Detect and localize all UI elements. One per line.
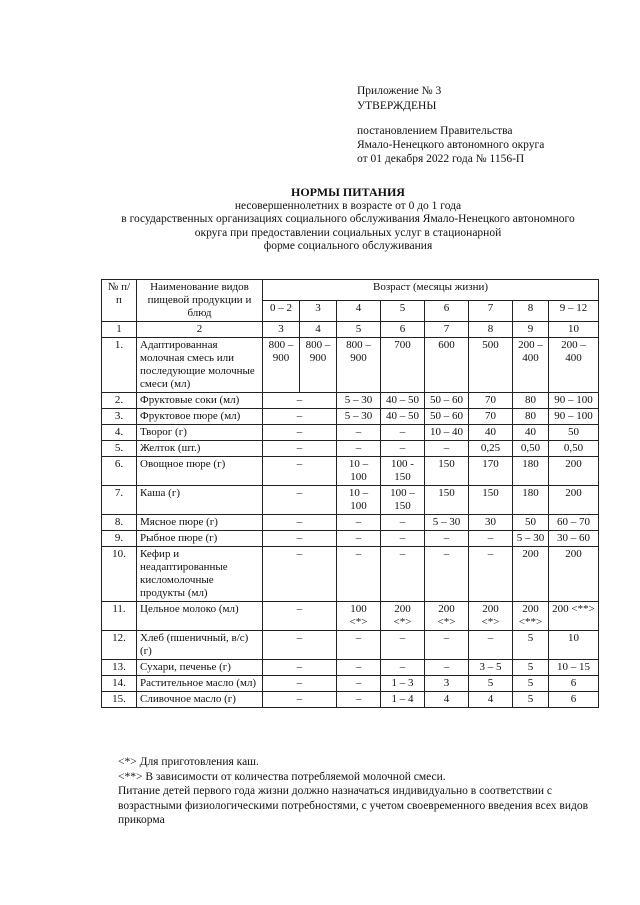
norm-value: 3 – 5 bbox=[469, 660, 513, 676]
norm-value: – bbox=[337, 676, 381, 692]
norm-value: – bbox=[263, 531, 337, 547]
norm-value: 80 bbox=[513, 409, 549, 425]
title-line: в государственных организациях социального обслуживания Ямало-Ненецкого автономного bbox=[121, 213, 575, 225]
norm-value: 1 – 4 bbox=[381, 692, 425, 708]
norm-value: 50 – 60 bbox=[425, 393, 469, 409]
norm-value: 200 <*> bbox=[425, 602, 469, 631]
age-range-cell: 0 – 2 bbox=[263, 301, 300, 322]
norm-value: – bbox=[425, 531, 469, 547]
norm-value: 180 bbox=[513, 486, 549, 515]
norm-value: – bbox=[263, 547, 337, 602]
column-index-row bbox=[102, 322, 599, 338]
norm-value: 90 – 100 bbox=[549, 409, 599, 425]
column-index-cell: 1 bbox=[102, 322, 137, 338]
norm-value: 6 bbox=[549, 692, 599, 708]
age-range-cell: 6 bbox=[425, 301, 469, 322]
table-row bbox=[102, 660, 599, 676]
row-number: 8. bbox=[102, 515, 137, 531]
norm-value: 40 – 50 bbox=[381, 409, 425, 425]
norm-value: – bbox=[425, 441, 469, 457]
row-number: 15. bbox=[102, 692, 137, 708]
norm-value: 200 <**> bbox=[549, 602, 599, 631]
column-index-cell: 9 bbox=[513, 322, 549, 338]
norm-value: 150 bbox=[425, 457, 469, 486]
product-name: Фруктовое пюре (мл) bbox=[137, 409, 263, 425]
appendix-header bbox=[357, 84, 441, 114]
norm-value: – bbox=[263, 425, 337, 441]
row-number: 6. bbox=[102, 457, 137, 486]
table-row bbox=[102, 486, 599, 515]
footnotes bbox=[100, 755, 598, 828]
table-row bbox=[102, 676, 599, 692]
product-name: Фруктовые соки (мл) bbox=[137, 393, 263, 409]
norm-value: 800 – 900 bbox=[263, 338, 300, 393]
norm-value: 5 bbox=[513, 676, 549, 692]
product-name: Сухари, печенье (г) bbox=[137, 660, 263, 676]
norm-value: 200 <**> bbox=[513, 602, 549, 631]
norm-value: – bbox=[381, 547, 425, 602]
document-title bbox=[98, 186, 598, 254]
norm-value: – bbox=[263, 631, 337, 660]
norm-value: 6 bbox=[549, 676, 599, 692]
norm-value: 200 bbox=[513, 547, 549, 602]
norm-value: 40 bbox=[513, 425, 549, 441]
norm-value: – bbox=[263, 441, 337, 457]
row-number: 7. bbox=[102, 486, 137, 515]
row-number: 11. bbox=[102, 602, 137, 631]
approval-line: от 01 декабря 2022 года № 1156-П bbox=[357, 153, 525, 165]
norm-value: 4 bbox=[425, 692, 469, 708]
row-number: 4. bbox=[102, 425, 137, 441]
norm-value: 1 – 3 bbox=[381, 676, 425, 692]
age-range-cell: 5 bbox=[381, 301, 425, 322]
table-row bbox=[102, 531, 599, 547]
norm-value: 5 bbox=[513, 631, 549, 660]
page-title: НОРМЫ ПИТАНИЯ bbox=[291, 185, 405, 199]
row-number: 1. bbox=[102, 338, 137, 393]
column-index-cell: 10 bbox=[549, 322, 599, 338]
table-row bbox=[102, 457, 599, 486]
title-line: несовершеннолетних в возрасте от 0 до 1 года bbox=[234, 199, 462, 212]
approved-label: УТВЕРЖДЕНЫ bbox=[357, 100, 437, 112]
table-row bbox=[102, 409, 599, 425]
norm-value: 200 – 400 bbox=[549, 338, 599, 393]
appendix-number: Приложение № 3 bbox=[357, 85, 442, 97]
norm-value: 100 - 150 bbox=[381, 457, 425, 486]
row-number: 13. bbox=[102, 660, 137, 676]
table-row bbox=[102, 547, 599, 602]
norm-value: 500 bbox=[469, 338, 513, 393]
norm-value: 60 – 70 bbox=[549, 515, 599, 531]
norm-value: – bbox=[337, 531, 381, 547]
footnote: <*> Для приготовления каш. bbox=[118, 756, 259, 768]
norm-value: 0,50 bbox=[513, 441, 549, 457]
norm-value: 50 bbox=[549, 425, 599, 441]
norm-value: 4 bbox=[469, 692, 513, 708]
product-name: Растительное масло (мл) bbox=[137, 676, 263, 692]
table-row bbox=[102, 425, 599, 441]
norm-value: – bbox=[337, 515, 381, 531]
norm-value: – bbox=[381, 441, 425, 457]
row-number: 9. bbox=[102, 531, 137, 547]
product-name: Овощное пюре (г) bbox=[137, 457, 263, 486]
nutrition-norms-table bbox=[101, 279, 599, 708]
norm-value: – bbox=[263, 692, 337, 708]
row-number: 3. bbox=[102, 409, 137, 425]
row-number: 12. bbox=[102, 631, 137, 660]
col-header-age: Возраст (месяцы жизни) bbox=[263, 280, 599, 301]
norm-value: 200 – 400 bbox=[513, 338, 549, 393]
column-index-cell: 3 bbox=[263, 322, 300, 338]
title-line: округа при предоставлении социальных услуг в стационарной bbox=[194, 226, 502, 239]
col-header-number: № п/п bbox=[102, 280, 137, 322]
norm-value: – bbox=[263, 486, 337, 515]
table-row bbox=[102, 692, 599, 708]
norm-value: – bbox=[337, 547, 381, 602]
row-number: 2. bbox=[102, 393, 137, 409]
norm-value: 30 bbox=[469, 515, 513, 531]
age-range-cell: 8 bbox=[513, 301, 549, 322]
product-name: Желток (шт.) bbox=[137, 441, 263, 457]
norm-value: – bbox=[263, 457, 337, 486]
norm-value: 200 <*> bbox=[469, 602, 513, 631]
norm-value: 100 – 150 bbox=[381, 486, 425, 515]
row-number: 14. bbox=[102, 676, 137, 692]
product-name: Кефир и неадаптированные кисломолочные продукты (мл) bbox=[137, 547, 263, 602]
norm-value: 40 – 50 bbox=[381, 393, 425, 409]
norm-value: 200 bbox=[549, 457, 599, 486]
table-row bbox=[102, 602, 599, 631]
norm-value: 30 – 60 bbox=[549, 531, 599, 547]
norm-value: – bbox=[337, 692, 381, 708]
norm-value: 5 – 30 bbox=[513, 531, 549, 547]
norm-value: 200 <*> bbox=[381, 602, 425, 631]
norm-value: 10 – 100 bbox=[337, 486, 381, 515]
norm-value: 50 – 60 bbox=[425, 409, 469, 425]
product-name: Каша (г) bbox=[137, 486, 263, 515]
approval-block bbox=[357, 124, 544, 166]
norm-value: 170 bbox=[469, 457, 513, 486]
product-name: Хлеб (пшеничный, в/с) (г) bbox=[137, 631, 263, 660]
norm-value: 5 bbox=[513, 692, 549, 708]
norm-value: 10 – 100 bbox=[337, 457, 381, 486]
row-number: 10. bbox=[102, 547, 137, 602]
norm-value: 100 <*> bbox=[337, 602, 381, 631]
row-number: 5. bbox=[102, 441, 137, 457]
age-range-cell: 4 bbox=[337, 301, 381, 322]
approval-line: постановлением Правительства bbox=[357, 125, 513, 137]
norm-value: – bbox=[381, 425, 425, 441]
norm-value: – bbox=[337, 441, 381, 457]
norm-value: – bbox=[337, 631, 381, 660]
norm-value: – bbox=[469, 547, 513, 602]
norm-value: 700 bbox=[381, 338, 425, 393]
product-name: Мясное пюре (г) bbox=[137, 515, 263, 531]
product-name: Адаптированная молочная смесь или последующие молочные смеси (мл) bbox=[137, 338, 263, 393]
table-header-row bbox=[102, 280, 599, 301]
norm-value: – bbox=[263, 393, 337, 409]
norm-value: – bbox=[381, 660, 425, 676]
norm-value: 10 – 40 bbox=[425, 425, 469, 441]
norm-value: – bbox=[425, 660, 469, 676]
norm-value: 800 – 900 bbox=[300, 338, 337, 393]
norm-value: 5 bbox=[469, 676, 513, 692]
norm-value: 0,25 bbox=[469, 441, 513, 457]
norm-value: – bbox=[263, 676, 337, 692]
note-paragraph: Питание детей первого года жизни должно назначаться индивидуально в соответствии с возрастными физиологическими потребностями, с учетом своевременного введения всех видов прикорма bbox=[118, 785, 589, 826]
age-range-cell: 7 bbox=[469, 301, 513, 322]
norm-value: – bbox=[381, 631, 425, 660]
norm-value: 800 – 900 bbox=[337, 338, 381, 393]
table-body bbox=[102, 338, 599, 708]
age-range-cell: 9 – 12 bbox=[549, 301, 599, 322]
norm-value: – bbox=[381, 531, 425, 547]
table-row bbox=[102, 338, 599, 393]
table-row bbox=[102, 441, 599, 457]
norm-value: 200 bbox=[549, 547, 599, 602]
norm-value: – bbox=[263, 409, 337, 425]
column-index-cell: 5 bbox=[337, 322, 381, 338]
norm-value: 10 – 15 bbox=[549, 660, 599, 676]
norm-value: – bbox=[263, 602, 337, 631]
norm-value: 180 bbox=[513, 457, 549, 486]
norm-value: – bbox=[469, 531, 513, 547]
norm-value: – bbox=[425, 547, 469, 602]
column-index-cell: 7 bbox=[425, 322, 469, 338]
product-name: Сливочное масло (г) bbox=[137, 692, 263, 708]
norm-value: 70 bbox=[469, 409, 513, 425]
table-row bbox=[102, 393, 599, 409]
column-index-cell: 6 bbox=[381, 322, 425, 338]
product-name: Цельное молоко (мл) bbox=[137, 602, 263, 631]
norm-value: 5 bbox=[513, 660, 549, 676]
norm-value: – bbox=[381, 515, 425, 531]
column-index-cell: 2 bbox=[137, 322, 263, 338]
title-line: форме социального обслуживания bbox=[263, 240, 433, 252]
norm-value: 50 bbox=[513, 515, 549, 531]
norm-value: 70 bbox=[469, 393, 513, 409]
norm-value: 40 bbox=[469, 425, 513, 441]
column-index-cell: 4 bbox=[300, 322, 337, 338]
norm-value: – bbox=[469, 631, 513, 660]
table-row bbox=[102, 515, 599, 531]
norm-value: 90 – 100 bbox=[549, 393, 599, 409]
norm-value: 5 – 30 bbox=[337, 409, 381, 425]
norm-value: – bbox=[263, 515, 337, 531]
norm-value: 600 bbox=[425, 338, 469, 393]
product-name: Рыбное пюре (г) bbox=[137, 531, 263, 547]
norm-value: 5 – 30 bbox=[425, 515, 469, 531]
norm-value: 150 bbox=[425, 486, 469, 515]
norm-value: 0,50 bbox=[549, 441, 599, 457]
norm-value: 200 bbox=[549, 486, 599, 515]
norm-value: 150 bbox=[469, 486, 513, 515]
norm-value: 80 bbox=[513, 393, 549, 409]
table-row bbox=[102, 631, 599, 660]
age-range-cell: 3 bbox=[300, 301, 337, 322]
col-header-name: Наименование видов пищевой продукции и блюд bbox=[137, 280, 263, 322]
footnote: <**> В зависимости от количества потребляемой молочной смеси. bbox=[118, 770, 446, 783]
norm-value: – bbox=[263, 660, 337, 676]
norm-value: – bbox=[425, 631, 469, 660]
approval-line: Ямало-Ненецкого автономного округа bbox=[357, 139, 545, 151]
norm-value: 10 bbox=[549, 631, 599, 660]
norm-value: 5 – 30 bbox=[337, 393, 381, 409]
norm-value: 3 bbox=[425, 676, 469, 692]
norm-value: – bbox=[337, 425, 381, 441]
column-index-cell: 8 bbox=[469, 322, 513, 338]
product-name: Творог (г) bbox=[137, 425, 263, 441]
norm-value: – bbox=[337, 660, 381, 676]
